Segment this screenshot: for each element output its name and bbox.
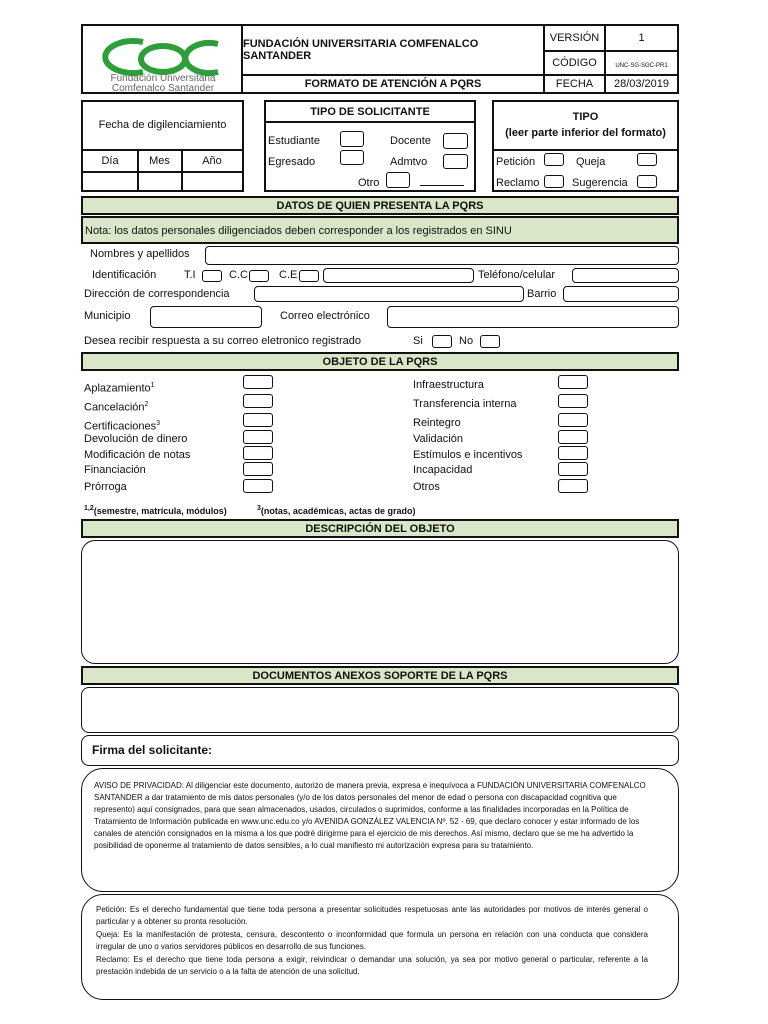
object-left-checkbox-5[interactable]: [243, 462, 273, 476]
object-right-2: Reintegro: [413, 417, 461, 429]
object-band: OBJETO DE LA PQRS: [81, 352, 679, 371]
names-label: Nombres y apellidos: [90, 248, 190, 260]
email-label: Correo electrónico: [280, 310, 370, 322]
note-text: Nota: los datos personales diligenciados deben corresponder a los registrados en SINU: [85, 225, 512, 237]
version-value: 1: [638, 32, 645, 44]
object-right-4: Estímulos e incentivos: [413, 449, 523, 461]
municipality-label: Municipio: [84, 310, 131, 322]
object-left-1: Cancelación$^2$: [84, 401, 149, 414]
type-title: TIPO: [572, 111, 599, 123]
object-right-checkbox-4[interactable]: [558, 446, 588, 460]
object-left-checkbox-4[interactable]: [243, 446, 273, 460]
year-field[interactable]: [182, 172, 242, 190]
object-left-6: Prórroga: [84, 481, 127, 493]
code-label: CÓDIGO: [552, 56, 597, 69]
year-label: Año: [202, 154, 222, 167]
object-right-checkbox-0[interactable]: [558, 375, 588, 389]
ce-checkbox[interactable]: [299, 270, 319, 282]
reply-question: Desea recibir respuesta a su correo eletronico registrado: [84, 335, 361, 347]
object-right-checkbox-5[interactable]: [558, 462, 588, 476]
object-left-checkbox-3[interactable]: [243, 430, 273, 444]
address-label: Dirección de correspondencia: [84, 288, 230, 300]
names-field[interactable]: [205, 246, 679, 265]
day-label: Día: [101, 154, 119, 167]
date-value: 28/03/2019: [613, 78, 670, 90]
other-checkbox[interactable]: [386, 172, 410, 188]
object-left-checkbox-2[interactable]: [243, 413, 273, 427]
cc-label: C.C: [229, 269, 248, 281]
fill-date-title: Fecha de digilenciamiento: [98, 119, 227, 131]
object-right-checkbox-1[interactable]: [558, 394, 588, 408]
suggestion-checkbox[interactable]: [637, 175, 657, 188]
type-subtitle: (leer parte inferior del formato): [505, 127, 666, 139]
student-checkbox[interactable]: [340, 131, 364, 147]
object-left-checkbox-1[interactable]: [243, 394, 273, 408]
phone-label: Teléfono/celular: [478, 269, 556, 281]
claim-checkbox[interactable]: [544, 175, 564, 188]
address-field[interactable]: [254, 286, 524, 302]
yes-label: Si: [413, 335, 423, 347]
graduate-checkbox[interactable]: [340, 150, 364, 165]
version-label: VERSIÓN: [549, 32, 600, 44]
definition-claim: Reclamo: Es el derecho que tiene toda persona a exigir, reivindicar o demandar una solución, ya sea por motivo general o particular, referente a la prestación indebida de un servicio o a la falta de atención de una solicitud.: [96, 955, 648, 976]
month-label: Mes: [149, 154, 170, 167]
other-label: Otro: [358, 177, 380, 189]
object-right-checkbox-6[interactable]: [558, 479, 588, 493]
id-label: Identificación: [92, 269, 157, 281]
object-left-5: Financiación: [84, 464, 146, 476]
claim-label: Reclamo: [496, 177, 540, 189]
municipality-field[interactable]: [150, 306, 262, 328]
personal-data-band: DATOS DE QUIEN PRESENTA LA PQRS: [81, 196, 679, 215]
no-label: No: [459, 335, 474, 347]
neighborhood-label: Barrio: [527, 288, 557, 300]
institution-name: FUNDACIÓN UNIVERSITARIA COMFENALCO SANTANDER: [243, 38, 479, 62]
object-left-4: Modificación de notas: [84, 449, 191, 461]
definition-complaint: Queja: Es la manifestación de protesta, censura, descontento o inconformidad que formula un persona en relación con una conducta que considera irregular de uno o varios servidores públicos en desarrollo de sus funciones.: [96, 930, 648, 951]
ti-label: T.I: [184, 269, 196, 281]
complaint-checkbox[interactable]: [637, 153, 657, 166]
no-checkbox[interactable]: [480, 335, 500, 348]
object-right-0: Infraestructura: [413, 379, 484, 391]
object-right-6: Otros: [413, 481, 440, 493]
code-value: UNC-SG-SGC-PR1: [615, 63, 668, 69]
privacy-text: AVISO DE PRIVACIDAD: Al diligenciar este documento, autorizo de manera previa, expresa e inequívoca a FUNDACIÓN UNIVERSITARIA COMFENALCO SANTANDER a dar tratamiento de mis datos personales (y/o de los datos personales del menor de edad o persona con discapacidad cognitiva que represento) aquí consignados, para que sean almacenados, usados, circulados o suprimidos, conforme a las finalidades incorporadas en la Política de Tratamiento de Información publicada en www.unc.edu.co y/o AVENIDA GONZÁLEZ VALENCIA Nº. 52 - 69, que declaro conocer y estar informado de los canales de atención consignados en la misma a los que podré dirigirme para el ejercicio de mis derechos. Así mismo, declaro que se me ha advertido la posibilidad de oponerme al tratamiento de datos sensibles, a lo cual manifiesto mi autorización expresa para su tratamiento.: [94, 781, 646, 850]
applicant-type-title: TIPO DE SOLICITANTE: [310, 106, 430, 118]
attachments-field[interactable]: [81, 687, 679, 733]
month-field[interactable]: [138, 172, 181, 190]
footnote-1: $^{1,2}$(semestre, matrícula, módulos): [84, 505, 227, 516]
object-right-checkbox-3[interactable]: [558, 430, 588, 444]
teacher-label: Docente: [390, 135, 431, 147]
id-number-field[interactable]: [323, 268, 474, 283]
day-field[interactable]: [83, 172, 137, 190]
object-left-2: Certificaciones$^3$: [84, 420, 161, 433]
object-left-checkbox-6[interactable]: [243, 479, 273, 493]
neighborhood-field[interactable]: [563, 286, 679, 302]
logo-line2: Comfenalco Santander: [111, 83, 215, 94]
graduate-label: Egresado: [268, 156, 316, 168]
object-right-1: Transferencia interna: [413, 398, 517, 410]
admin-checkbox[interactable]: [443, 154, 468, 169]
suggestion-label: Sugerencia: [572, 177, 628, 189]
yes-checkbox[interactable]: [432, 335, 452, 348]
footnote-2: $^3$(notas, académicas, actas de grado): [257, 505, 416, 516]
object-left-0: Aplazamiento$^1$: [84, 382, 155, 395]
logo: [83, 26, 243, 92]
admin-label: Admtvo: [390, 156, 428, 168]
phone-field[interactable]: [572, 268, 679, 283]
petition-label: Petición: [496, 156, 536, 168]
object-right-checkbox-2[interactable]: [558, 413, 588, 427]
cc-checkbox[interactable]: [249, 270, 269, 282]
object-left-3: Devolución de dinero: [84, 433, 188, 445]
email-field[interactable]: [387, 306, 679, 328]
logo-line1: Fundación Universitaria: [110, 73, 216, 84]
object-right-3: Validación: [413, 433, 463, 445]
petition-checkbox[interactable]: [544, 153, 564, 166]
complaint-label: Queja: [576, 156, 606, 168]
format-title: FORMATO DE ATENCIÓN A PQRS: [304, 78, 482, 90]
description-field[interactable]: [81, 540, 679, 664]
other-line[interactable]: [420, 185, 464, 186]
teacher-checkbox[interactable]: [443, 133, 468, 149]
attachments-band: DOCUMENTOS ANEXOS SOPORTE DE LA PQRS: [81, 666, 679, 685]
object-right-5: Incapacidad: [413, 464, 473, 476]
definition-petition: Petición: Es el derecho fundamental que tiene toda persona a presentar solicitudes respetuosas ante las autoridades por motivos de interés general o particular y a obtener su pronta resolución.: [96, 905, 648, 926]
signature-label: Firma del solicitante:: [92, 743, 213, 757]
date-label: FECHA: [555, 78, 594, 90]
description-band: DESCRIPCIÓN DEL OBJETO: [81, 519, 679, 538]
ti-checkbox[interactable]: [202, 270, 222, 282]
object-left-checkbox-0[interactable]: [243, 375, 273, 389]
ce-label: C.E: [279, 269, 298, 281]
student-label: Estudiante: [268, 135, 320, 147]
